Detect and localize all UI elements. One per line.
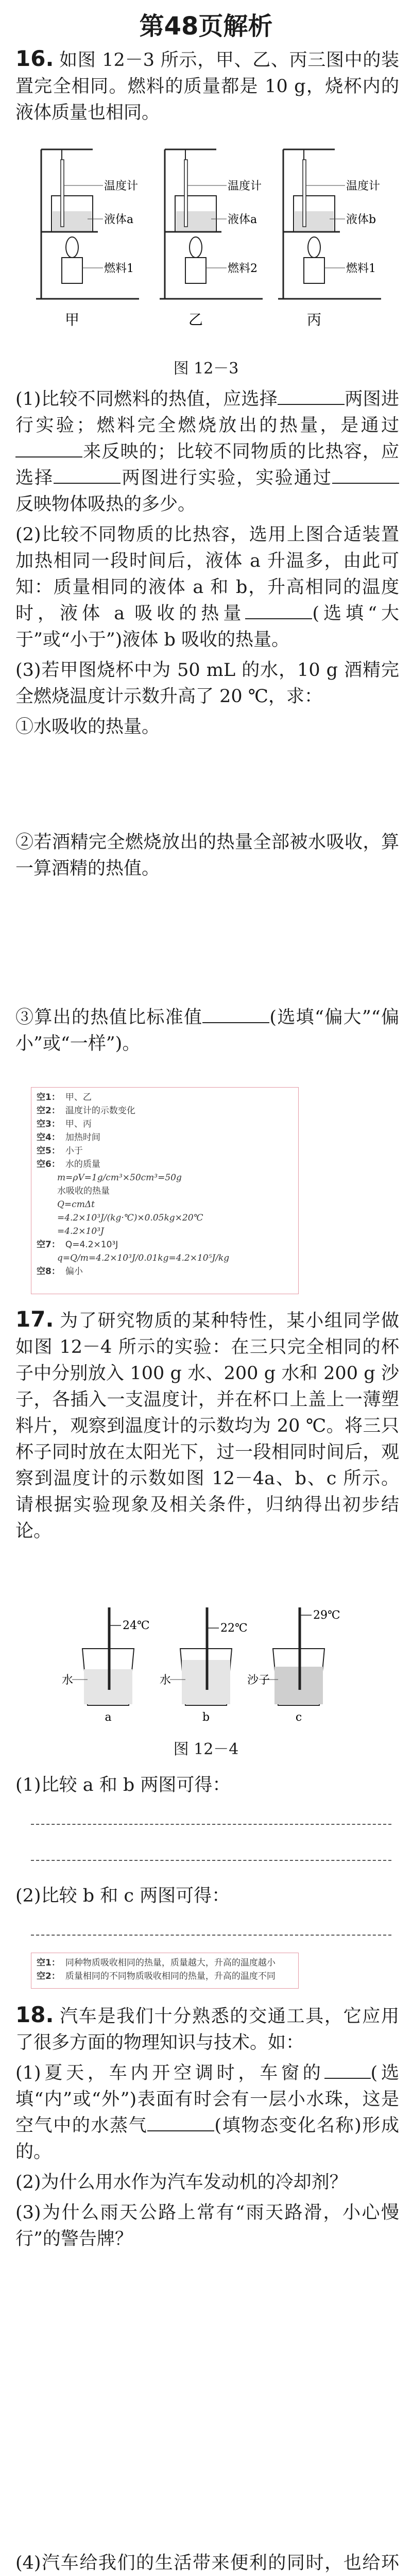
question-18: 18. 汽车是我们十分熟悉的交通工具，它应用了很多方面的物理知识与技术。如： (1)夏天，车内开空调时，车窗的 (选填“内”或“外”)表面有时会有一层小水珠，这是空气中的水蒸气 (填物态变化名称)形成的。 (2)为什么用水作为汽车发动机的冷却剂？ (3)为什么雨天公路上常有“雨天路滑，小心慢行”的警告牌？ [15, 2002, 399, 2249]
answer-label: 空2： [37, 1971, 60, 1981]
answer-label: 空5： [37, 1146, 60, 1156]
answer-line [37, 1171, 293, 1184]
svg-text:a: a [105, 1711, 112, 1724]
answer-line [37, 1198, 293, 1211]
svg-text:22℃: 22℃ [220, 1622, 248, 1635]
label-liquid: 液体a [104, 213, 134, 226]
answer-box-17 [31, 1953, 299, 1989]
answer-text: m=ρV=1g/cm³×50cm³=50g [57, 1173, 182, 1183]
answer-blank[interactable] [54, 465, 121, 484]
svg-text:29℃: 29℃ [313, 1609, 340, 1622]
cup-b [160, 1607, 248, 1724]
question-16-parts: (1)比较不同燃料的热值，应选择 两图进行实验；燃料完全燃烧放出的热量，是通过来反映的；比较不同物质的比热容，应选择 两图进行实验，实验通过反映物体吸热的多少。 (2)比较不同物质的比热容，选用上图合适装置加热相同一段时间后，液体 a 升温多，由此可知：质量相同的液体 a 和 b，升高相同的温度时，液体 a 吸收的热量 (选填“大于”或“小于”)液体 b 吸收的热量。 (3)若甲图烧杯中为 50 mL 的水，10 g 酒精完全燃烧温度计示数升高了 20 ℃，求： ①水吸收的热量。 [15, 386, 399, 744]
question-16 [15, 45, 399, 130]
answer-text: 温度计的示数变化 [65, 1106, 135, 1116]
question-17 [15, 1306, 399, 1549]
svg-text:水: 水 [62, 1674, 74, 1687]
answer-line [37, 1251, 293, 1265]
answer-line [37, 1211, 293, 1225]
answer-line [37, 1104, 293, 1117]
figure-caption: 图 12－4 [173, 1740, 239, 1758]
question-stem: 如图 12－3 所示，甲、乙、丙三图中的装置完全相同。燃料的质量都是 10 g，烧杯内的液体质量也相同。 [15, 50, 399, 123]
answer-blank[interactable] [332, 465, 399, 484]
answer-line [37, 1970, 293, 1983]
answer-blank[interactable] [278, 386, 345, 405]
question-16-sub2 [15, 829, 399, 886]
answer-text: =4.2×10³J/(kg·℃)×0.05kg×20℃ [57, 1213, 203, 1223]
answer-text: 小于 [65, 1146, 83, 1156]
question-number: 16. [15, 46, 54, 71]
apparatus-bing [278, 149, 381, 328]
panel-label-yi: 乙 [188, 311, 203, 328]
answer-blank[interactable] [324, 2060, 371, 2079]
answer-text: Q=cmΔt [57, 1199, 95, 1210]
cup-c [247, 1607, 340, 1724]
figure-12-3 [31, 129, 391, 345]
answer-label: 空2： [37, 1106, 60, 1116]
panel-label-bing: 丙 [306, 311, 322, 328]
figure-12-4 [62, 1602, 350, 1726]
label-fuel: 燃料2 [228, 262, 258, 275]
answer-line [37, 1131, 293, 1144]
label-thermometer: 温度计 [104, 180, 139, 193]
answer-label: 空1： [37, 1092, 60, 1103]
answer-line [37, 1184, 293, 1198]
question-17-part1: (1)比较 a 和 b 两图可得： [15, 1775, 231, 1795]
question-stem: 为了研究物质的某种特性，某小组同学做如图 12－4 所示的实验：在三只完全相同的杯子中分别放入 100 g 水、200 g 水和 200 g 沙子，各插入一支温度计，并在杯口上盖上一薄塑料片，观察到温度计的示数均为 20 ℃。将三只杯子同时放在太阳光下，过一段相同时间后，观察到温度计的示数如图 12－4a、b、c 所示。请根据实验现象及相关条件，归纳得出初步结论。 [15, 1311, 399, 1541]
answer-text: 质量相同的不同物质吸收相同的热量，升高的温度不同 [65, 1971, 276, 1981]
answer-line [37, 1117, 293, 1131]
answer-label: 空7： [37, 1240, 60, 1250]
answer-text: 甲、丙 [65, 1119, 92, 1129]
label-fuel: 燃料1 [346, 262, 376, 275]
answer-line[interactable] [31, 1860, 391, 1861]
answer-label: 空4： [37, 1132, 60, 1143]
apparatus-yi [160, 149, 263, 328]
answer-text: 加热时间 [65, 1132, 100, 1143]
question-number: 17. [15, 1307, 54, 1332]
answer-blank[interactable] [147, 2113, 214, 2131]
answer-line[interactable] [31, 1824, 391, 1825]
answer-text: 水的质量 [65, 1159, 100, 1170]
answer-text: =4.2×10³J [57, 1226, 104, 1236]
answer-label: 空3： [37, 1119, 60, 1129]
label-thermometer: 温度计 [228, 180, 262, 193]
answer-text: 同种物质吸收相同的热量，质量越大，升高的温度越小 [65, 1958, 276, 1968]
answer-blank[interactable] [15, 439, 82, 457]
answer-line[interactable] [31, 1935, 391, 1936]
sub-question: ②若酒精完全燃烧放出的热量全部被水吸收，算一算酒精的热值。 [15, 832, 399, 879]
answer-text: 偏小 [65, 1266, 83, 1277]
cup-a [62, 1607, 150, 1724]
answer-line [37, 1144, 293, 1158]
apparatus-jia [36, 149, 139, 328]
figure-caption: 图 12－3 [173, 360, 239, 378]
question-17-part2: (2)比较 b 和 c 两图可得： [15, 1886, 230, 1906]
svg-text:24℃: 24℃ [123, 1619, 150, 1632]
answer-line [37, 1238, 293, 1251]
answer-line [37, 1265, 293, 1278]
answer-label: 空1： [37, 1958, 60, 1968]
answer-blank[interactable] [245, 601, 312, 619]
answer-box-16 [31, 1087, 299, 1294]
answer-label: 空6： [37, 1159, 60, 1170]
question-number: 18. [15, 2002, 54, 2027]
question-16-sub3: ③算出的热值比标准值 (选填“偏大”“偏小”或“一样”)。 [15, 1005, 399, 1061]
answer-text: 甲、乙 [65, 1092, 92, 1103]
answer-blank[interactable] [202, 1005, 269, 1023]
answer-text: q=Q/m=4.2×10³J/0.01kg=4.2×10⁵J/kg [57, 1253, 230, 1263]
answer-line [37, 1956, 293, 1970]
label-liquid: 液体a [228, 213, 258, 226]
label-thermometer: 温度计 [346, 180, 381, 193]
svg-text:c: c [295, 1711, 302, 1724]
question-18-part4: (4)汽车给我们的生活带来便利的同时，也给环 [15, 2553, 399, 2573]
answer-label: 空8： [37, 1266, 60, 1277]
panel-label-jia: 甲 [64, 311, 80, 328]
label-liquid: 液体b [346, 213, 376, 226]
question-stem: 汽车是我们十分熟悉的交通工具，它应用了很多方面的物理知识与技术。如： [15, 2006, 399, 2053]
label-fuel: 燃料1 [104, 262, 134, 275]
sub-question: ①水吸收的热量。 [15, 717, 160, 737]
svg-text:沙子: 沙子 [247, 1674, 270, 1687]
answer-line [37, 1225, 293, 1238]
answer-line [37, 1091, 293, 1104]
svg-text:b: b [202, 1711, 210, 1724]
answer-text: Q=4.2×10³J [65, 1240, 118, 1250]
answer-text: 水吸收的热量 [57, 1186, 110, 1196]
svg-text:水: 水 [160, 1674, 171, 1687]
answer-line [37, 1158, 293, 1171]
page-title: 第48页解析 [139, 12, 273, 41]
